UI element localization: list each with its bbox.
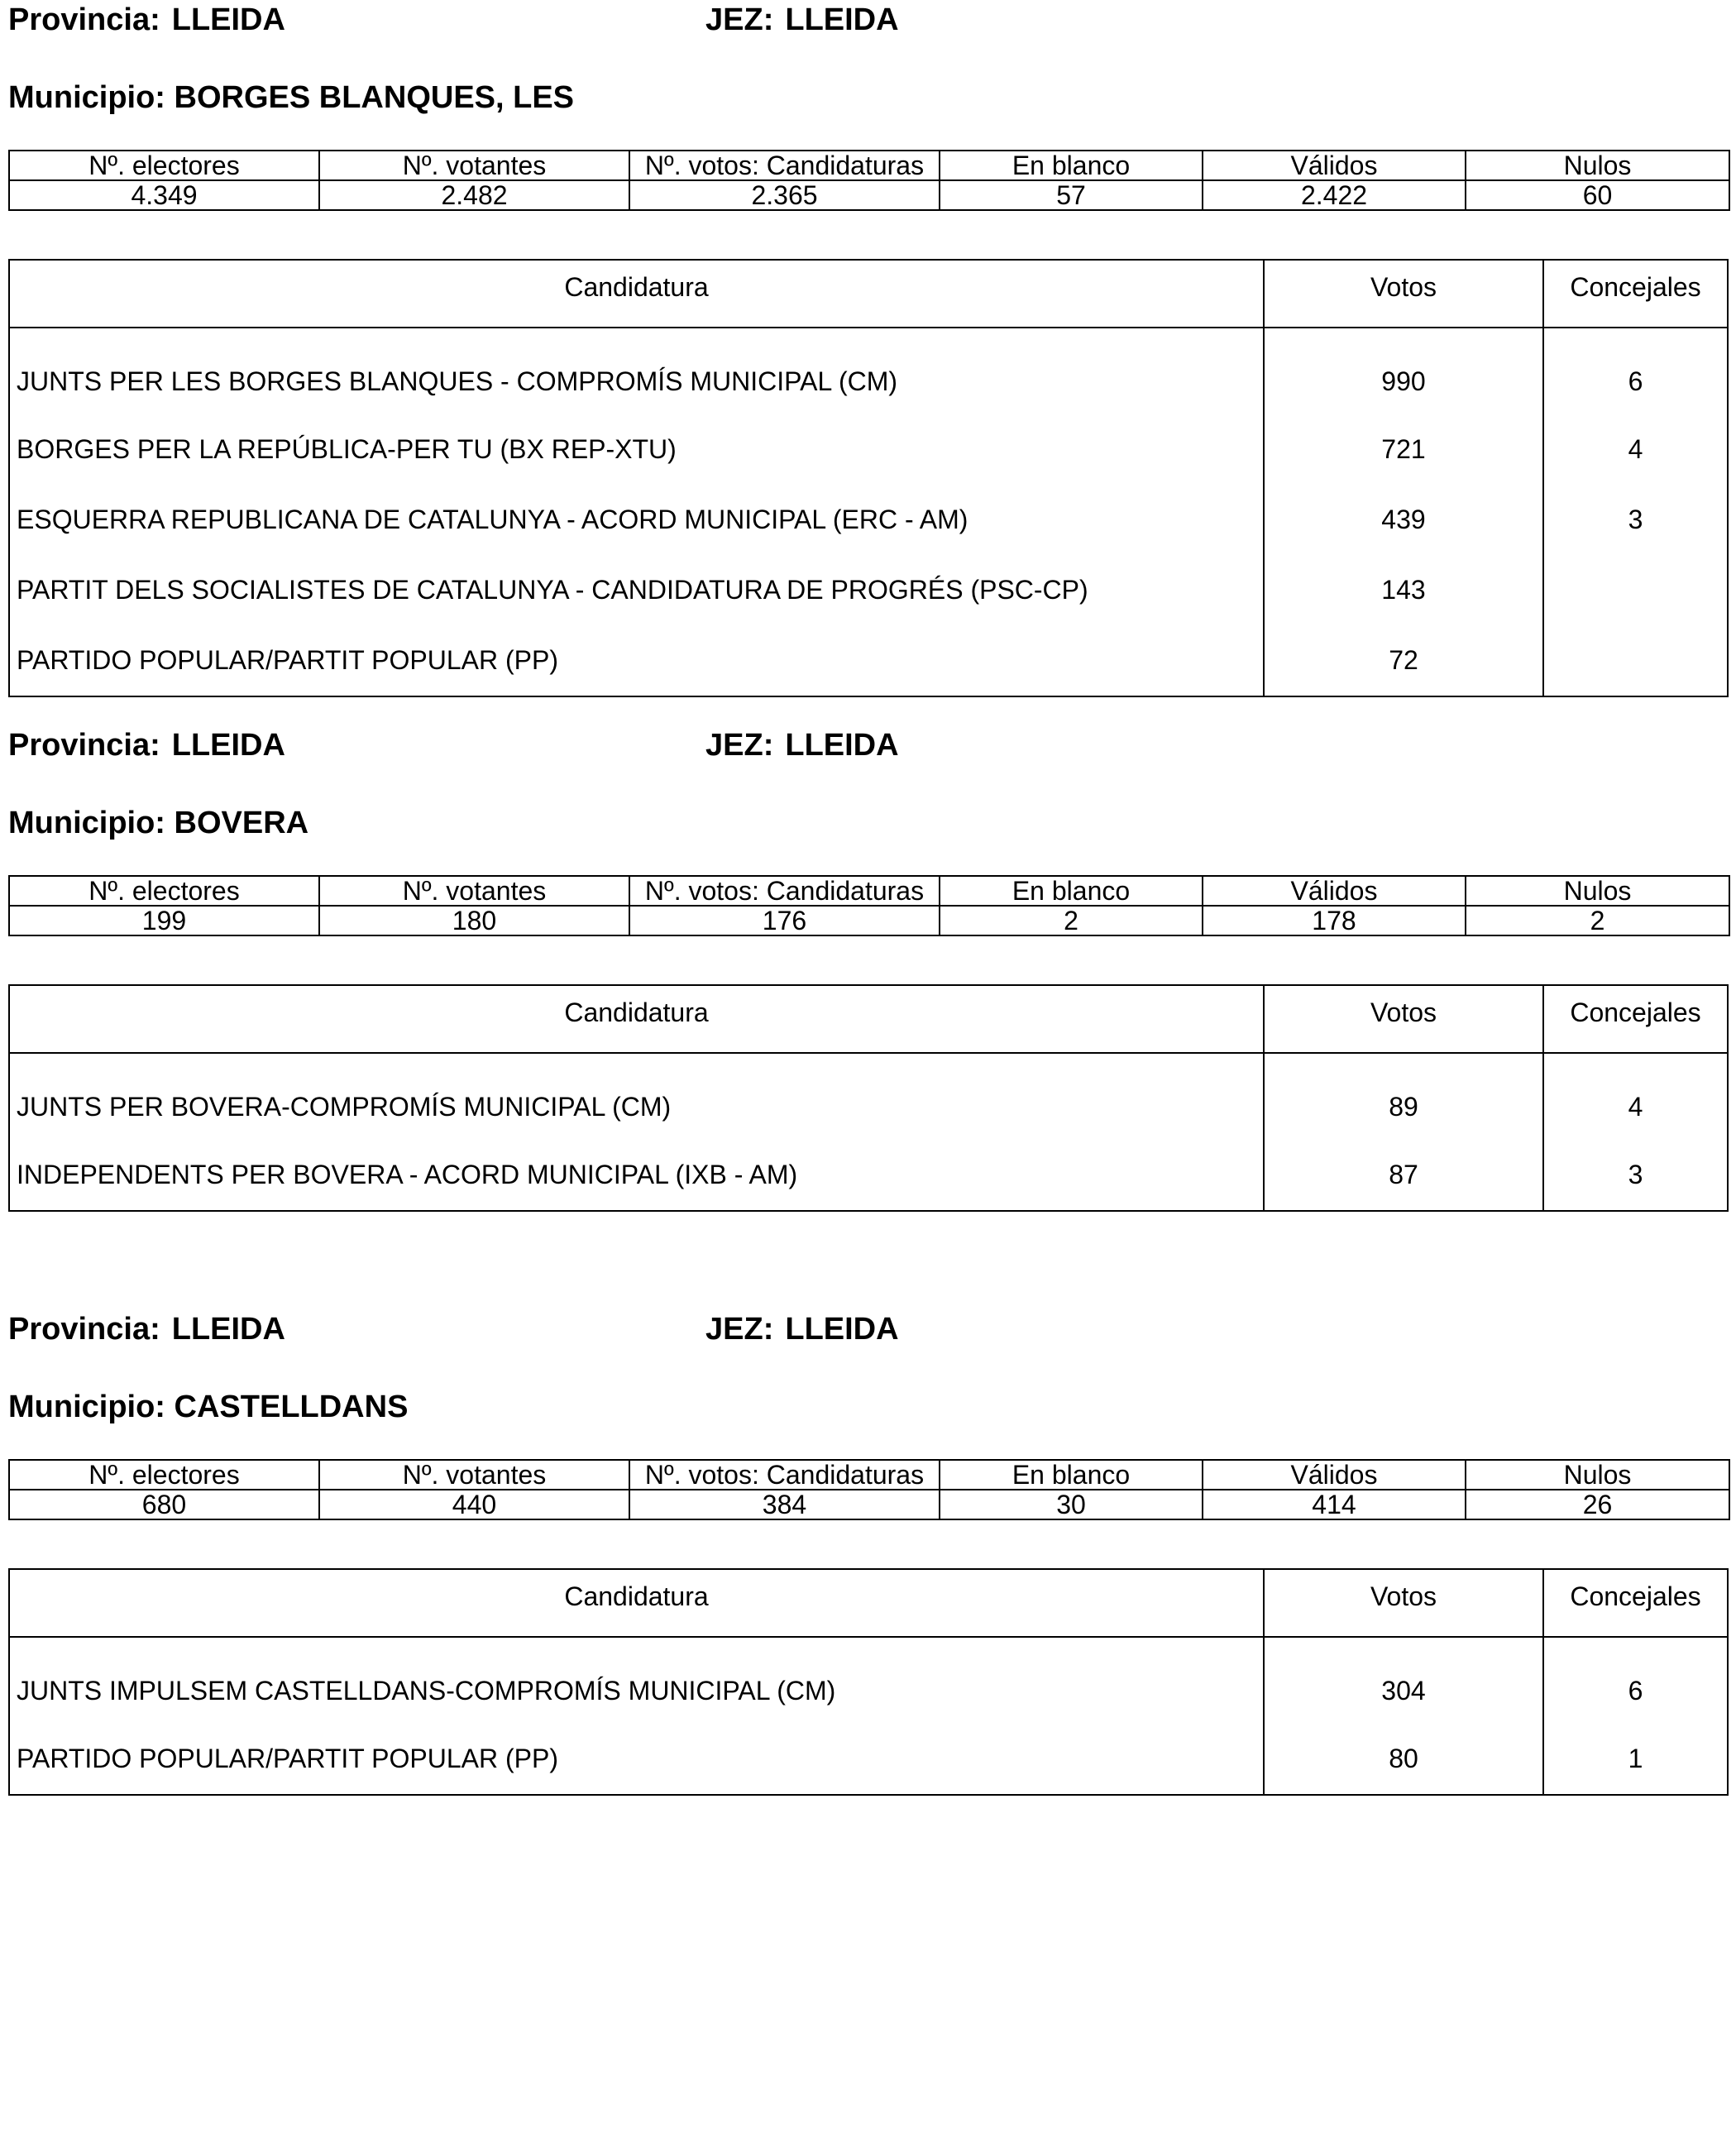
candidatura-concejales: 6 [1628,366,1643,396]
candidatura-name: PARTIDO POPULAR/PARTIT POPULAR (PP) [10,1724,1265,1794]
candidatura-name: BORGES PER LA REPÚBLICA-PER TU (BX REP-XTU) [10,414,1265,485]
table-row [10,1140,1727,1210]
municipio-value: CASTELLDANS [174,1390,409,1424]
summary-table [8,875,1730,936]
municipio-line [8,79,574,116]
results-header-candidatura: Candidatura [10,261,1265,327]
summary-value: 2.482 [319,180,629,210]
candidatura-concejales: 4 [1628,434,1643,464]
candidatura-name: JUNTS PER BOVERA-COMPROMÍS MUNICIPAL (CM) [10,1054,1265,1140]
summary-value-row [9,180,1729,210]
summary-header: Nulos [1466,1460,1729,1490]
summary-value: 2 [940,906,1203,935]
jez-label: JEZ: [705,1312,774,1347]
municipio-line [8,1389,408,1425]
summary-table [8,1459,1730,1520]
candidatura-votos: 304 [1265,1638,1544,1724]
table-row [10,555,1727,625]
summary-value: 57 [940,180,1203,210]
candidatura-concejales [1544,555,1727,625]
results-header-votos: Votos [1265,986,1544,1052]
candidatura-concejales: 1 [1628,1744,1643,1773]
provincia-value: LLEIDA [171,728,285,763]
results-header-concejales: Concejales [1570,1581,1701,1611]
summary-header: Nº. votos: Candidaturas [629,151,940,180]
candidatura-name: JUNTS IMPULSEM CASTELLDANS-COMPROMÍS MUNICIPAL (CM) [10,1638,1265,1724]
summary-value-row [9,906,1729,935]
summary-value: 680 [9,1490,319,1519]
summary-value: 440 [319,1490,629,1519]
summary-header: Nº. votos: Candidaturas [629,1460,940,1490]
table-row [10,1724,1727,1794]
summary-header: En blanco [940,1460,1203,1490]
municipio-value: BORGES BLANQUES, LES [174,80,575,115]
candidatura-concejales [1544,625,1727,696]
provincia-label: Provincia: [8,1312,160,1347]
results-header-concejales: Concejales [1570,998,1701,1027]
summary-header: Válidos [1203,151,1466,180]
summary-header: Nº. votantes [319,1460,629,1490]
jez-line [705,2,899,38]
provincia-value: LLEIDA [171,1312,285,1347]
results-header-concejales: Concejales [1570,272,1701,302]
summary-value: 26 [1466,1490,1729,1519]
summary-header: Nº. votantes [319,876,629,906]
candidatura-votos: 143 [1265,555,1544,625]
summary-header: Válidos [1203,1460,1466,1490]
candidatura-name: JUNTS PER LES BORGES BLANQUES - COMPROMÍS MUNICIPAL (CM) [10,328,1265,414]
summary-header: Nulos [1466,151,1729,180]
results-table [8,984,1729,1212]
candidatura-name: PARTIT DELS SOCIALISTES DE CATALUNYA - CANDIDATURA DE PROGRÉS (PSC-CP) [10,555,1265,625]
municipio-label: Municipio: [8,806,165,840]
results-header-row [10,1570,1727,1638]
table-row [10,1054,1727,1140]
candidatura-concejales: 3 [1628,1160,1643,1189]
jez-label: JEZ: [705,728,774,763]
candidatura-name: PARTIDO POPULAR/PARTIT POPULAR (PP) [10,625,1265,696]
table-row [10,625,1727,696]
summary-value: 30 [940,1490,1203,1519]
candidatura-votos: 439 [1265,485,1544,555]
summary-header: En blanco [940,876,1203,906]
summary-value: 178 [1203,906,1466,935]
results-header-candidatura: Candidatura [10,1570,1265,1636]
table-row [10,414,1727,485]
candidatura-votos: 87 [1265,1140,1544,1210]
table-row [10,485,1727,555]
summary-header: Nulos [1466,876,1729,906]
candidatura-votos: 72 [1265,625,1544,696]
municipio-value: BOVERA [174,806,309,840]
summary-value: 199 [9,906,319,935]
results-header-votos: Votos [1265,1570,1544,1636]
summary-table [8,150,1730,211]
jez-value: LLEIDA [785,2,899,37]
summary-header: Nº. votos: Candidaturas [629,876,940,906]
summary-value: 4.349 [9,180,319,210]
results-table [8,1568,1729,1796]
results-header-row [10,986,1727,1054]
candidatura-name: ESQUERRA REPUBLICANA DE CATALUNYA - ACORD MUNICIPAL (ERC - AM) [10,485,1265,555]
summary-value: 384 [629,1490,940,1519]
table-row [10,1638,1727,1724]
jez-value: LLEIDA [785,728,899,763]
jez-label: JEZ: [705,2,774,37]
results-header-votos: Votos [1265,261,1544,327]
jez-line [705,727,899,763]
municipio-line [8,805,308,841]
table-row [10,328,1727,414]
candidatura-votos: 990 [1265,328,1544,414]
jez-value: LLEIDA [785,1312,899,1347]
provincia-label: Provincia: [8,2,160,37]
provincia-line [8,2,285,38]
summary-header: Válidos [1203,876,1466,906]
municipio-label: Municipio: [8,1390,165,1424]
candidatura-name: INDEPENDENTS PER BOVERA - ACORD MUNICIPAL (IXB - AM) [10,1140,1265,1210]
summary-header-row [9,151,1729,180]
summary-header: En blanco [940,151,1203,180]
candidatura-concejales: 3 [1628,505,1643,534]
summary-header: Nº. electores [9,876,319,906]
provincia-label: Provincia: [8,728,160,763]
municipio-label: Municipio: [8,80,165,115]
summary-value: 176 [629,906,940,935]
summary-value: 180 [319,906,629,935]
provincia-line [8,727,285,763]
provincia-line [8,1311,285,1347]
summary-value-row [9,1490,1729,1519]
summary-value: 414 [1203,1490,1466,1519]
summary-value: 2.365 [629,180,940,210]
results-header-candidatura: Candidatura [10,986,1265,1052]
candidatura-votos: 89 [1265,1054,1544,1140]
summary-header-row [9,876,1729,906]
summary-value: 60 [1466,180,1729,210]
results-table [8,259,1729,697]
candidatura-votos: 80 [1265,1724,1544,1794]
summary-header: Nº. electores [9,151,319,180]
provincia-value: LLEIDA [171,2,285,37]
candidatura-votos: 721 [1265,414,1544,485]
summary-header-row [9,1460,1729,1490]
summary-value: 2.422 [1203,180,1466,210]
candidatura-concejales: 6 [1628,1675,1643,1706]
candidatura-concejales: 4 [1628,1091,1643,1122]
jez-line [705,1311,899,1347]
summary-header: Nº. votantes [319,151,629,180]
results-header-row [10,261,1727,328]
summary-value: 2 [1466,906,1729,935]
summary-header: Nº. electores [9,1460,319,1490]
